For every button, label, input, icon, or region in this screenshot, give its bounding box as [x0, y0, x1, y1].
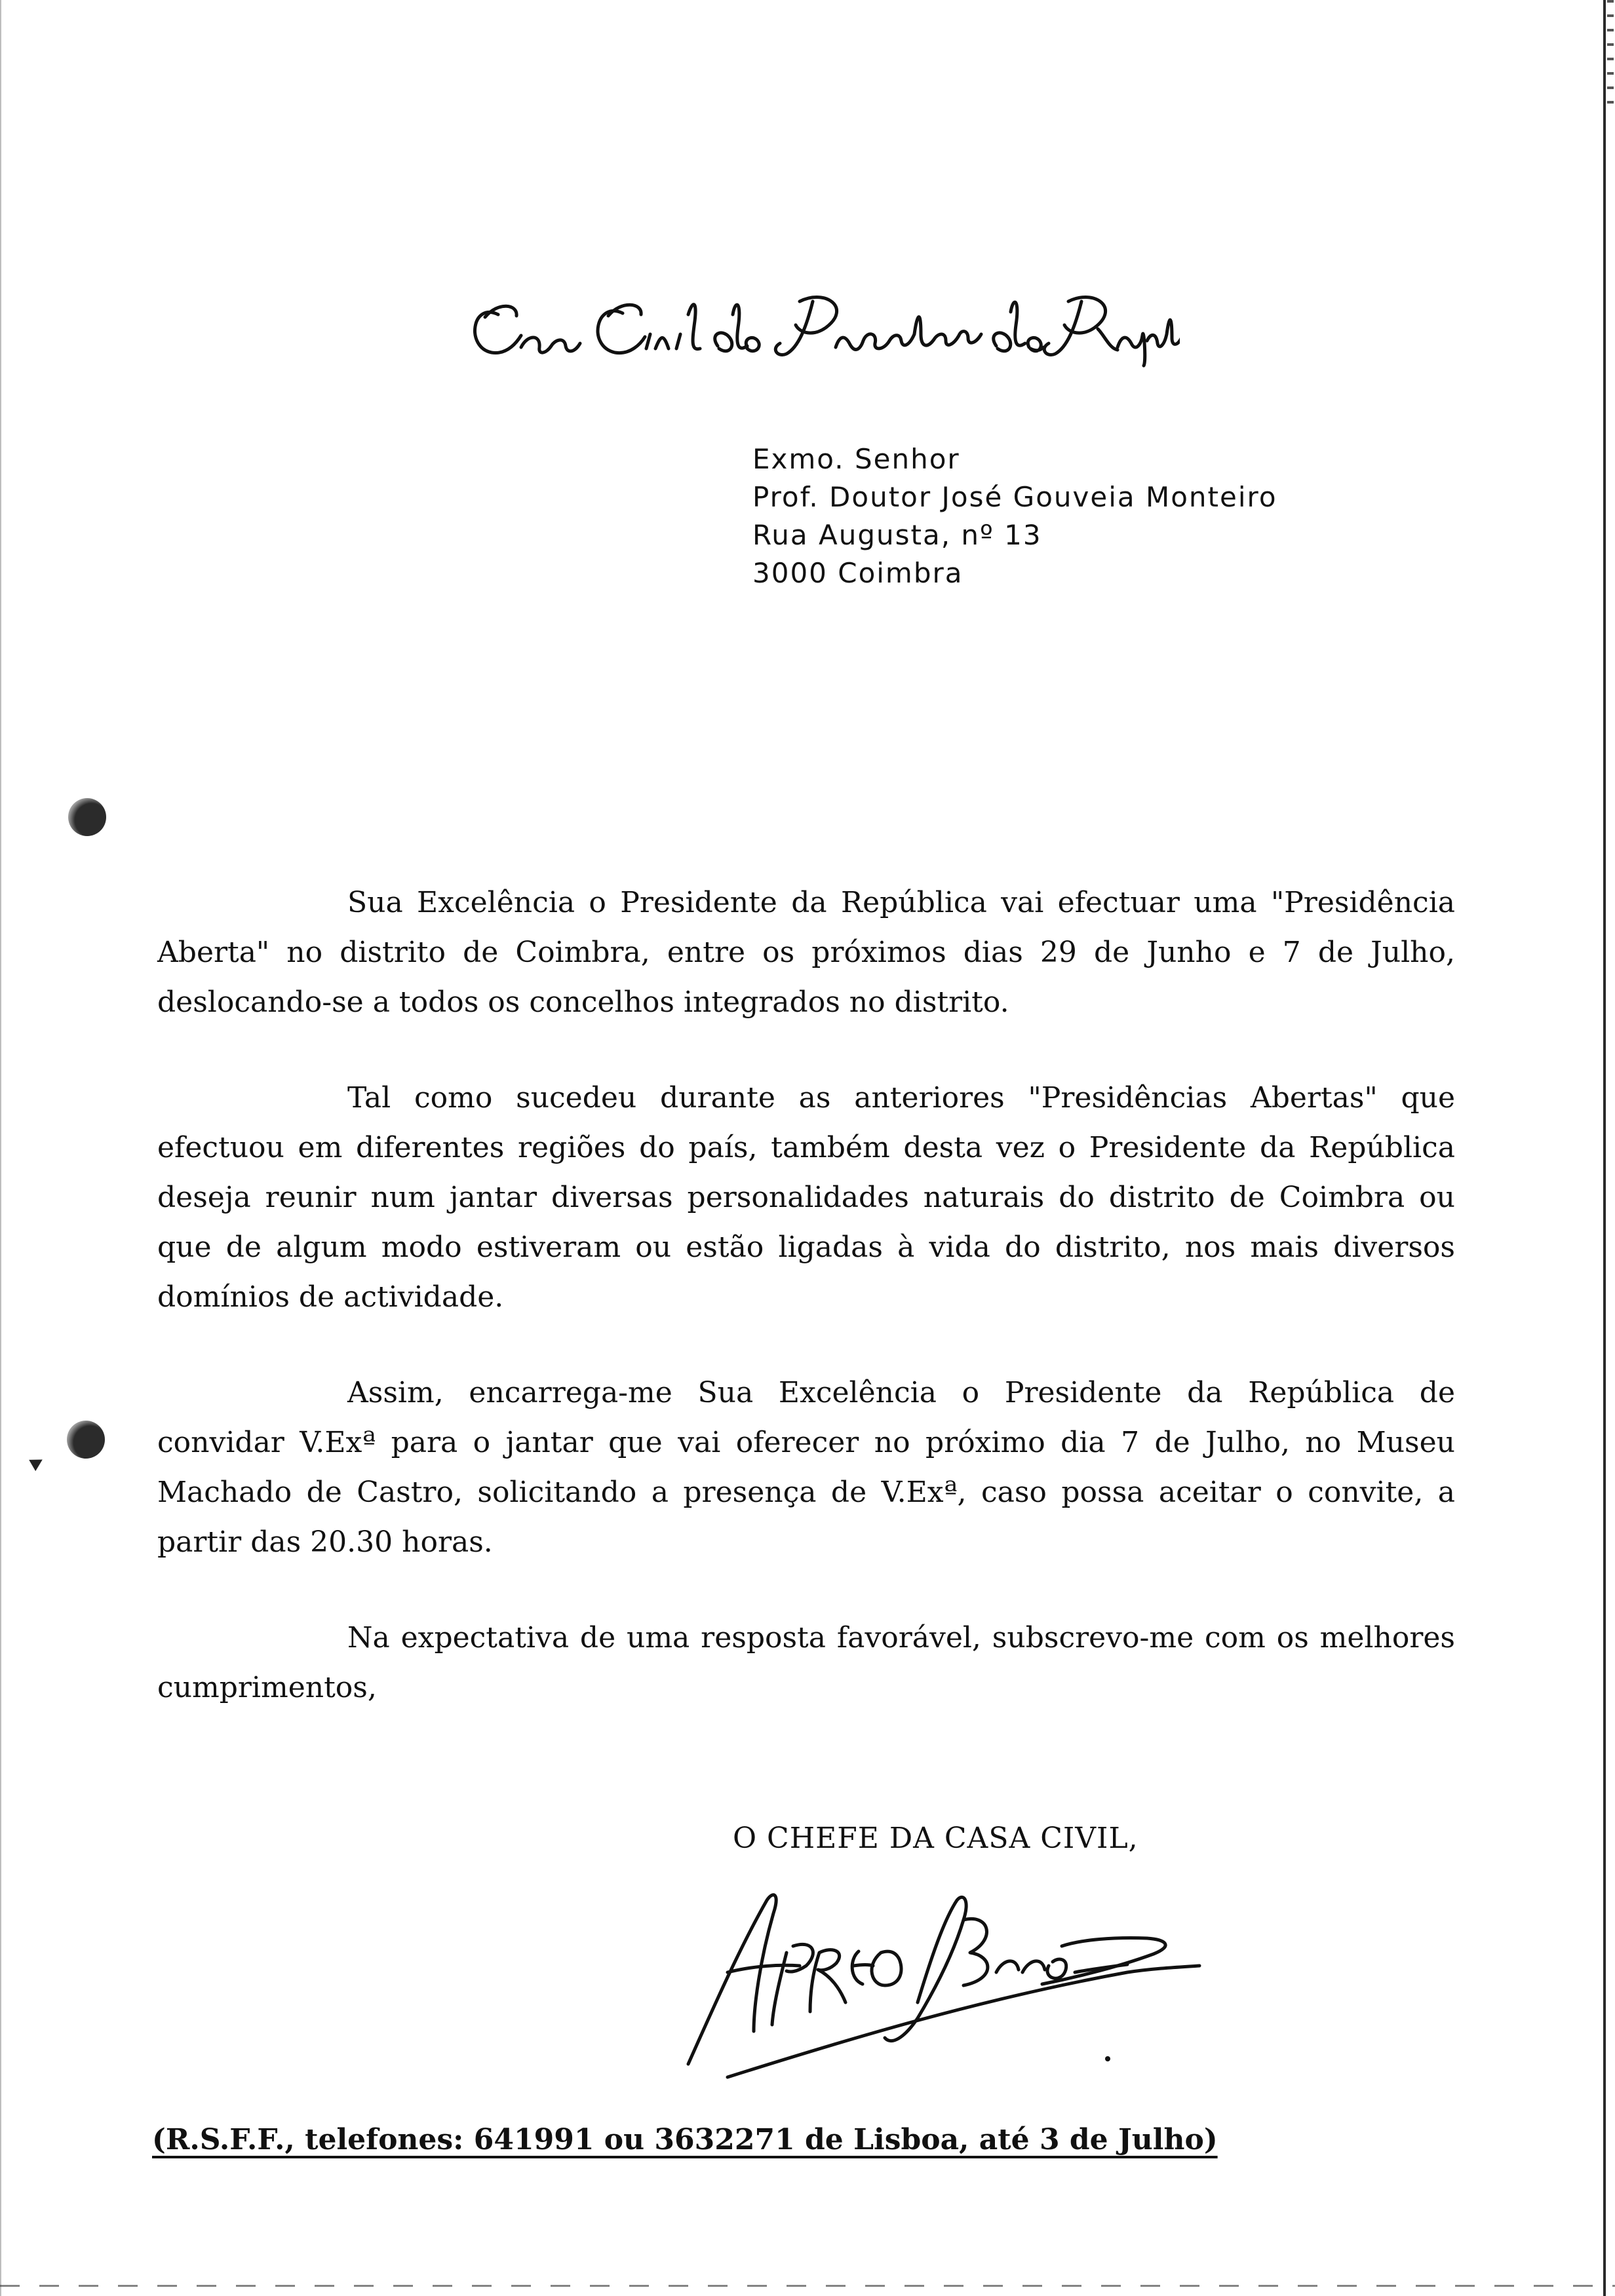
- body-paragraph: Assim, encarrega-me Sua Excelência o Presidente da República de convidar V.Exª para o jantar que vai oferecer no próximo dia 7 de Julho, no Museu Machado de Castro, solicitando a presença de V.Exª, caso possa aceitar o convite, a partir das 20.30 horas.: [157, 1376, 1455, 1559]
- punch-hole-bottom: [67, 1421, 105, 1459]
- signature-name: Alfredo Barroso: [655, 1874, 662, 1875]
- punch-hole-mark: [29, 1454, 46, 1471]
- letter-body: [157, 878, 1455, 1759]
- scan-bottom-edge: [0, 2285, 1615, 2287]
- letterhead-script-logo: [459, 275, 1180, 380]
- recipient-street: Rua Augusta, nº 13: [752, 519, 1042, 551]
- recipient-city: 3000 Coimbra: [752, 557, 963, 589]
- recipient-address: [752, 440, 1277, 592]
- closing-title: O CHEFE DA CASA CIVIL,: [733, 1822, 1138, 1855]
- body-paragraph: Tal como sucedeu durante as anteriores "Presidências Abertas" que efectuou em diferentes regiões do país, também desta vez o Presidente da República deseja reunir num jantar diversas personalidades naturais do distrito de Coimbra ou que de algum modo estiveram ou estão ligadas à vida do distrito, nos mais diversos domínios de actividade.: [157, 1081, 1455, 1314]
- recipient-name: Prof. Doutor José Gouveia Monteiro: [752, 481, 1277, 513]
- footer-rsvp-note: (R.S.F.F., telefones: 641991 ou 3632271 de Lisboa, até 3 de Julho): [152, 2123, 1218, 2156]
- body-paragraph: Na expectativa de uma resposta favorável, subscrevo-me com os melhores cumprimentos,: [157, 1621, 1455, 1704]
- punch-hole-top: [68, 798, 106, 836]
- recipient-salutation: Exmo. Senhor: [752, 443, 960, 475]
- scan-right-edge: [1603, 0, 1606, 2296]
- scan-left-edge: [0, 0, 1, 2296]
- scan-edge-marks: [1607, 0, 1614, 105]
- handwritten-signature: [655, 1874, 1232, 2084]
- body-paragraph: Sua Excelência o Presidente da República vai efectuar uma "Presidência Aberta" no distrito de Coimbra, entre os próximos dias 29 de Junho e 7 de Julho, deslocando-se a todos os concelhos integrados no distrito.: [157, 886, 1455, 1019]
- letterhead-title: Casa Civil do Presidente da República: [459, 275, 474, 276]
